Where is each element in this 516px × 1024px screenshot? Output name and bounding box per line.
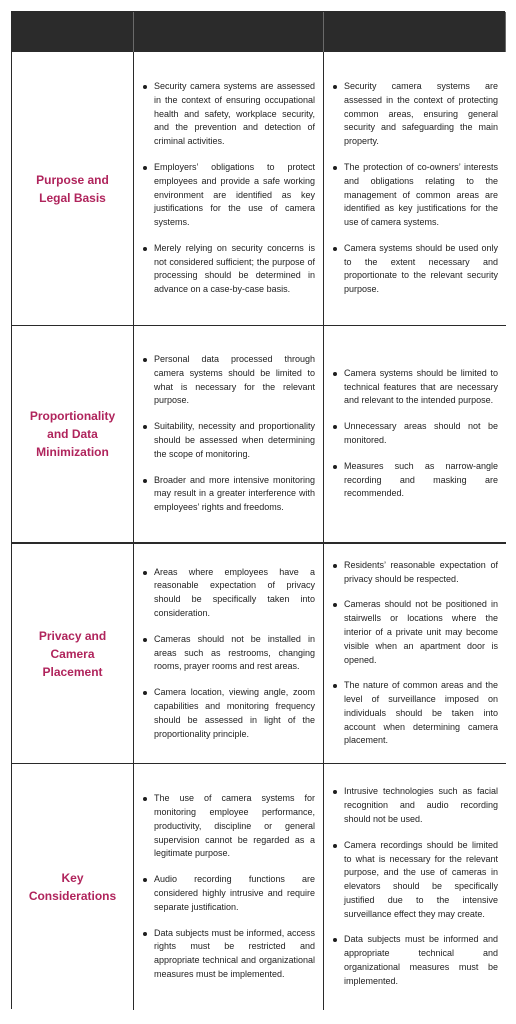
bullet-list <box>330 559 498 749</box>
header-cell-column-2 <box>324 12 506 52</box>
list-item: Intrusive technologies such as facial recognition and audio recording should not be used. <box>330 785 498 826</box>
list-item: Camera location, viewing angle, zoom capabilities and monitoring frequency should be assessed in light of the proportionality principle. <box>140 686 315 741</box>
header-cell-column-1 <box>134 12 324 52</box>
list-item: Personal data processed through camera systems should be limited to what is necessary for the relevant purpose. <box>140 353 315 408</box>
table-cell <box>134 326 324 544</box>
bullet-list <box>330 367 498 501</box>
row-label: Privacy and Camera Placement <box>12 544 134 764</box>
bullet-list <box>140 566 315 742</box>
bullet-list <box>140 353 315 515</box>
list-item: Camera systems should be used only to the extent necessary and proportionate to the relevant security purpose. <box>330 242 498 297</box>
header-cell-topic <box>12 12 134 52</box>
list-item: The protection of co-owners’ interests and obligations relating to the management of common areas are identified as key justifications for the use of camera systems. <box>330 161 498 230</box>
bullet-list <box>330 80 498 297</box>
list-item: The use of camera systems for monitoring employee performance, productivity, discipline or general supervision cannot be regarded as a legitimate purpose. <box>140 792 315 861</box>
list-item: Cameras should not be positioned in stairwells or locations where the interior of a private unit may become visible when an apartment door is opened. <box>330 598 498 667</box>
list-item: Cameras should not be installed in areas such as restrooms, changing rooms, prayer rooms and rest areas. <box>140 633 315 674</box>
table-cell <box>324 52 506 326</box>
list-item: Merely relying on security concerns is not considered sufficient; the purpose of processing should be determined in advance on a case-by-case basis. <box>140 242 315 297</box>
list-item: Broader and more intensive monitoring may result in a greater interference with employees’ rights and freedoms. <box>140 474 315 515</box>
table-cell <box>324 326 506 544</box>
bullet-list <box>330 785 498 988</box>
list-item: The nature of common areas and the level of surveillance imposed on individuals should be taken into account when determining camera placement. <box>330 679 498 748</box>
bullet-list <box>140 792 315 982</box>
list-item: Audio recording functions are considered highly intrusive and require separate justification. <box>140 873 315 914</box>
list-item: Measures such as narrow-angle recording and masking are recommended. <box>330 460 498 501</box>
list-item: Security camera systems are assessed in the context of protecting common areas, ensuring general security and safeguarding the main property. <box>330 80 498 149</box>
list-item: Residents’ reasonable expectation of privacy should be respected. <box>330 559 498 587</box>
list-item: Unnecessary areas should not be monitored. <box>330 420 498 448</box>
table-cell <box>134 764 324 1010</box>
list-item: Data subjects must be informed and appropriate technical and organizational measures must be implemented. <box>330 933 498 988</box>
comparison-table <box>11 11 505 1009</box>
list-item: Data subjects must be informed, access rights must be restricted and appropriate technical and organizational measures must be implemented. <box>140 927 315 982</box>
row-label: Purpose and Legal Basis <box>12 52 134 326</box>
row-label: Key Considerations <box>12 764 134 1010</box>
list-item: Camera recordings should be limited to what is necessary for the relevant purpose, and the use of cameras in elevators should be specifically justified due to the intensive surveillance effect they may create. <box>330 839 498 922</box>
list-item: Camera systems should be limited to technical features that are necessary and relevant to the intended purpose. <box>330 367 498 408</box>
list-item: Security camera systems are assessed in the context of ensuring occupational health and safety, workplace security, and the prevention and detection of criminal activities. <box>140 80 315 149</box>
bullet-list <box>140 80 315 297</box>
table-cell <box>324 764 506 1010</box>
table-cell <box>134 52 324 326</box>
table-cell <box>324 544 506 764</box>
list-item: Suitability, necessity and proportionality should be assessed when determining the scope of monitoring. <box>140 420 315 461</box>
list-item: Areas where employees have a reasonable expectation of privacy should be specifically taken into consideration. <box>140 566 315 621</box>
row-label: Proportionality and Data Minimization <box>12 326 134 544</box>
list-item: Employers’ obligations to protect employees and provide a safe working environment are identified as key justifications for the use of camera systems. <box>140 161 315 230</box>
table-cell <box>134 544 324 764</box>
